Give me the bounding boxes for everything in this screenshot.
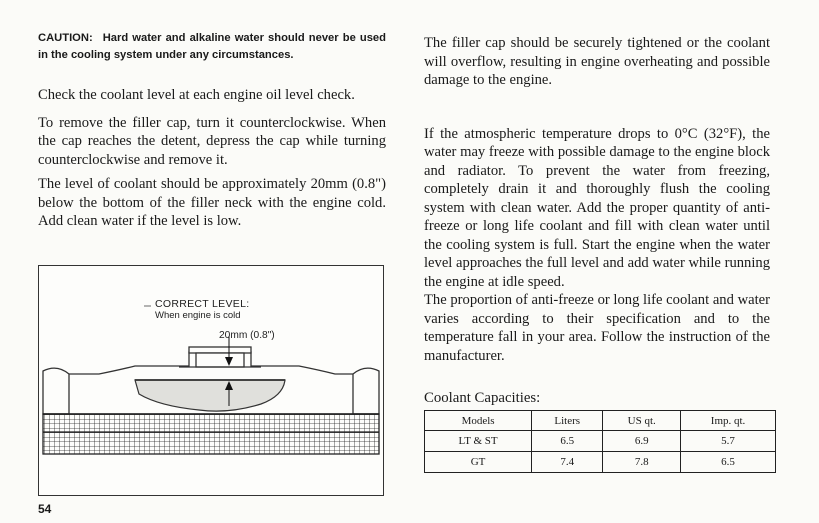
- caution-note: [38, 30, 386, 64]
- table-cell: 6.5: [532, 431, 603, 452]
- coolant-check-paragraph: Check the coolant level at each engine oil level check.: [38, 87, 355, 103]
- table-cell: 5.7: [681, 431, 776, 452]
- coolant-level-diagram: [38, 265, 384, 496]
- page-number: 54: [38, 502, 52, 516]
- left-tank-outline: [43, 368, 69, 414]
- table-cell: 6.9: [603, 431, 681, 452]
- engine-cold-label: When engine is cold: [155, 310, 241, 321]
- filler-cap-removal-paragraph: To remove the filler cap, turn it counterclockwise. When the cap reaches the detent, depress the cap while turning counterclockwise and remove it.: [38, 114, 386, 168]
- filler-neck-flange: [189, 347, 251, 353]
- correct-level-label: CORRECT LEVEL:: [155, 298, 250, 310]
- header-cell-models: Models: [425, 411, 532, 431]
- table-cell: LT & ST: [425, 431, 532, 452]
- caution-text: Hard water and alkaline water should never be used in the cooling system under any circumstances.: [38, 32, 386, 61]
- radiator-core: [43, 414, 379, 454]
- coolant-liquid: [135, 380, 285, 411]
- filler-neck: [196, 353, 244, 367]
- coolant-capacities-table: [424, 410, 776, 473]
- table-row: [425, 431, 776, 452]
- dimension-label: 20mm (0.8"): [219, 330, 275, 341]
- left-column: [38, 30, 386, 231]
- header-cell-us-qt: US qt.: [603, 411, 681, 431]
- header-cell-imp-qt: Imp. qt.: [681, 411, 776, 431]
- filler-cap-tighten-paragraph: The filler cap should be securely tightened or the coolant will overflow, resulting in engine overheating and possible damage to the engine.: [424, 35, 770, 88]
- coolant-capacities-title: Coolant Capacities:: [424, 390, 541, 406]
- table-cell: 7.4: [532, 452, 603, 473]
- right-column: [424, 34, 770, 365]
- table-cell: GT: [425, 452, 532, 473]
- table-header-row: [425, 411, 776, 431]
- table-row: [425, 452, 776, 473]
- antifreeze-proportion-paragraph: The proportion of anti-freeze or long life coolant and water varies according to their specification and to the temperature fall in your area. Follow the instruction of the manufacturer.: [424, 292, 770, 364]
- freezing-paragraph: If the atmospheric temperature drops to 0°C (32°F), the water may freeze with possible damage to the engine block and radiator. To prevent the water from freezing, completely drain it and thoroughly flush the cooling system with clean water. Add the proper quantity of anti-freeze or long life coolant and fill with clean water until the cooling system is full. Start the engine when the water level approaches the full level and add water while running the engine at idle speed.: [424, 125, 770, 290]
- header-cell-liters: Liters: [532, 411, 603, 431]
- right-tank-outline: [353, 368, 379, 414]
- caution-label: CAUTION:: [38, 32, 93, 44]
- coolant-level-paragraph: The level of coolant should be approximately 20mm (0.8") below the bottom of the filler neck with the engine cold. Add clean water if the level is low.: [38, 176, 386, 229]
- table-cell: 7.8: [603, 452, 681, 473]
- table-cell: 6.5: [681, 452, 776, 473]
